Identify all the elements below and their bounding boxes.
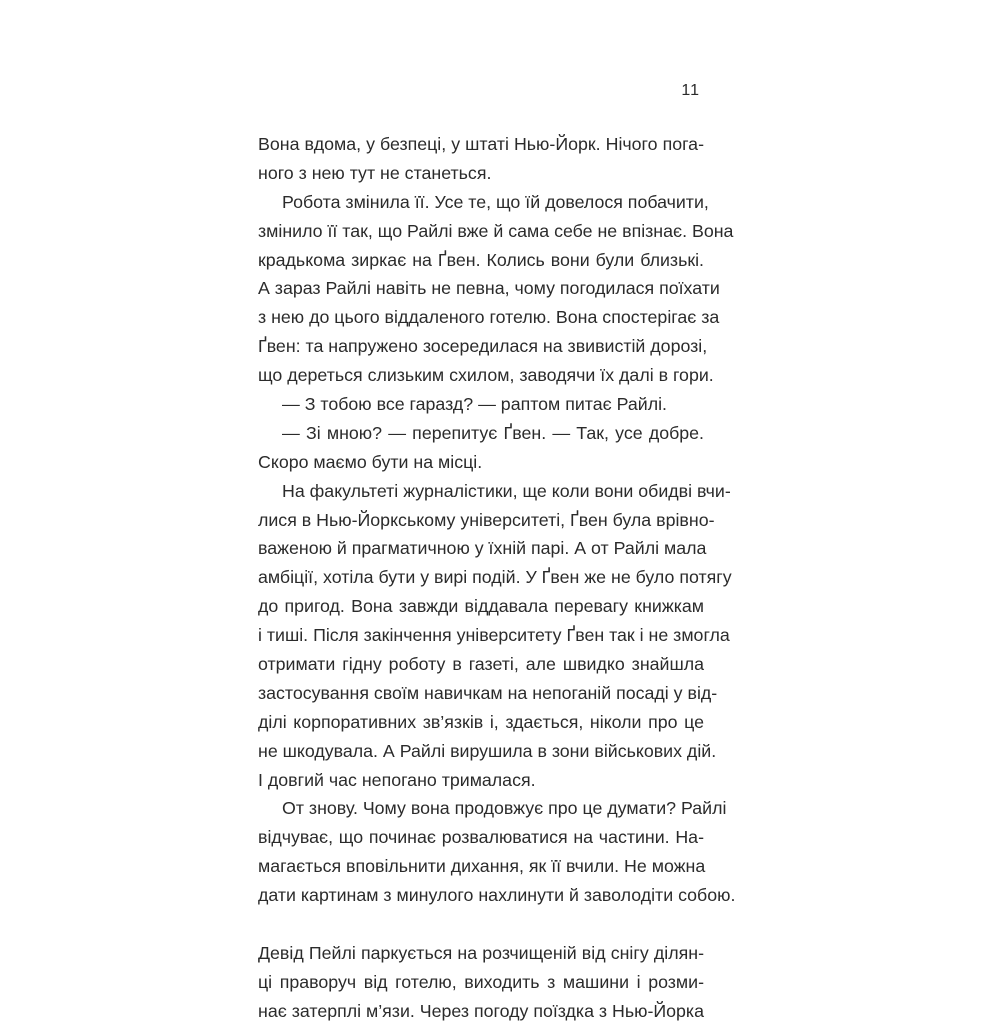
text-line: ного з нею тут не станеться. — [258, 162, 492, 183]
text-line: ці праворуч від готелю, виходить з машини і розми- — [258, 971, 704, 992]
text-line: нає затерплі м’язи. Через погоду поїздка з Нью-Йорка — [258, 1000, 704, 1021]
text-line: Ґвен: та напружено зосередилася на звивистій дорозі, — [258, 336, 708, 357]
body-text — [258, 130, 736, 1026]
paragraph — [258, 188, 734, 390]
text-line: На факультеті журналістики, ще коли вони обидві вчи- — [282, 480, 731, 501]
text-line: От знову. Чому вона продовжує про це думати? Райлі — [282, 798, 727, 819]
text-line: не шкодувала. А Райлі вирушила в зони військових дій. — [258, 740, 717, 761]
text-line: — З тобою все гаразд? — раптом питає Райлі. — [282, 394, 667, 415]
text-line: дати картинам з минулого нахлинути й заволодіти собою. — [258, 885, 736, 906]
text-line: І довгий час непогано трималася. — [258, 769, 536, 790]
text-line: застосування своїм навичкам на непоганій посаді у від- — [258, 682, 718, 703]
page-number: 11 — [681, 82, 700, 99]
text-line: — Зі мною? — перепитує Ґвен. — Так, усе добре. — [282, 422, 704, 443]
text-line: магається вповільнити дихання, як її вчили. Не можна — [258, 856, 706, 877]
text-line: Вона вдома, у безпеці, у штаті Нью-Йорк. Нічого пога- — [258, 134, 704, 154]
section-break — [258, 910, 704, 939]
text-line: і тиші. Після закінчення університету Ґвен так і не змогла — [258, 625, 730, 646]
text-line: що дереться слизьким схилом, заводячи їх далі в гори. — [258, 365, 714, 386]
paragraph — [258, 477, 732, 795]
paragraph — [258, 939, 704, 1026]
paragraph — [258, 419, 704, 477]
text-line: амбіції, хотіла бути у вирі подій. У Ґвен же не було потягу — [258, 567, 732, 588]
text-line: до пригод. Вона завжди віддавала перевагу книжкам — [258, 596, 704, 617]
text-line: лися в Нью-Йоркському університеті, Ґвен була врівно- — [258, 509, 715, 530]
text-line: отримати гідну роботу в газеті, але швидко знайшла — [258, 654, 704, 675]
text-line: змінило її так, що Райлі вже й сама себе не впізнає. Вона — [258, 220, 734, 241]
paragraph — [258, 794, 736, 910]
text-line: важеною й прагматичною у їхній парі. А от Райлі мала — [258, 538, 707, 559]
text-line: Скоро маємо бути на місці. — [258, 451, 483, 472]
text-line: Робота змінила її. Усе те, що їй довелося побачити, — [282, 191, 709, 212]
text-line: Девід Пейлі паркується на розчищеній від снігу ділян- — [258, 943, 704, 964]
text-line: крадькома зиркає на Ґвен. Колись вони були близькі. — [258, 249, 704, 270]
paragraph — [258, 390, 704, 419]
text-line: з нею до цього віддаленого готелю. Вона спостерігає за — [258, 307, 720, 328]
paragraph — [258, 130, 704, 188]
text-line: ділі корпоративних зв’язків і, здається, ніколи про це — [258, 711, 704, 732]
text-line: відчуває, що починає розвалюватися на частини. На- — [258, 827, 704, 848]
text-line: А зараз Райлі навіть не певна, чому погодилася поїхати — [258, 278, 720, 299]
